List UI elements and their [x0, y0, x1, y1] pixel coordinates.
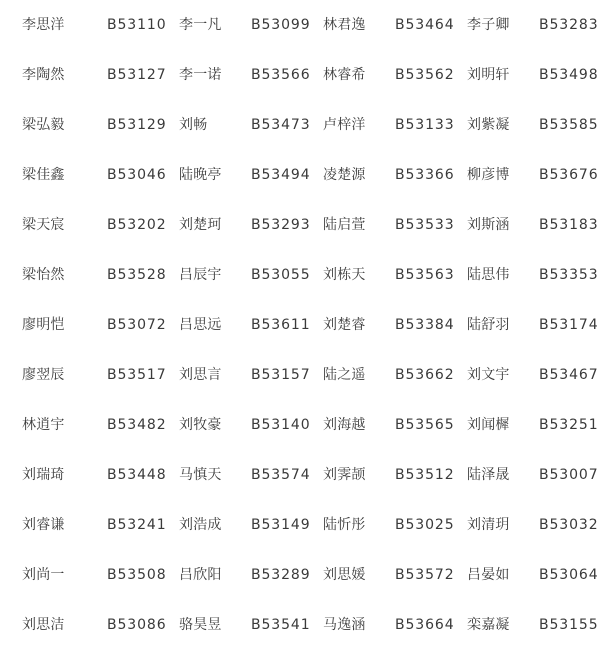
student-id: B53585: [539, 117, 599, 133]
student-id: B53611: [251, 317, 311, 333]
student-id: B53251: [539, 417, 599, 433]
student-id: B53566: [251, 67, 311, 83]
roster-row: [0, 201, 606, 251]
student-name: 凌楚源: [323, 167, 366, 183]
student-name: 李陶然: [22, 67, 65, 83]
student-name: 陆晚亭: [179, 167, 222, 183]
roster-row: [0, 251, 606, 301]
roster-row: [0, 151, 606, 201]
student-id: B53140: [251, 417, 311, 433]
student-name: 廖明恺: [22, 317, 65, 333]
student-id: B53353: [539, 267, 599, 283]
student-name: 陆思伟: [467, 267, 510, 283]
student-name: 李思洋: [22, 17, 65, 33]
student-id: B53072: [107, 317, 167, 333]
student-name: 林睿希: [323, 67, 366, 83]
student-name: 刘霁颉: [323, 467, 366, 483]
student-id: B53482: [107, 417, 167, 433]
student-id: B53157: [251, 367, 311, 383]
student-name: 马慎天: [179, 467, 222, 483]
student-name: 刘楚珂: [179, 217, 222, 233]
student-name: 马逸涵: [323, 617, 366, 633]
student-name: 梁弘毅: [22, 117, 65, 133]
student-id: B53572: [395, 567, 455, 583]
student-name: 刘睿谦: [22, 517, 65, 533]
student-name: 刘思言: [179, 367, 222, 383]
student-id: B53046: [107, 167, 167, 183]
student-name: 刘楚睿: [323, 317, 366, 333]
roster-row: [0, 401, 606, 451]
student-id: B53055: [251, 267, 311, 283]
student-name: 刘思媛: [323, 567, 366, 583]
student-name: 陆之遥: [323, 367, 366, 383]
student-id: B53025: [395, 517, 455, 533]
student-id: B53574: [251, 467, 311, 483]
student-name: 吕思远: [179, 317, 222, 333]
student-name: 陆启萱: [323, 217, 366, 233]
roster-row: [0, 551, 606, 601]
student-name: 刘浩成: [179, 517, 222, 533]
roster-row: [0, 301, 606, 351]
student-id: B53494: [251, 167, 311, 183]
student-name: 刘瑞琦: [22, 467, 65, 483]
student-id: B53541: [251, 617, 311, 633]
student-name: 廖翌辰: [22, 367, 65, 383]
student-name: 刘牧豪: [179, 417, 222, 433]
student-id: B53149: [251, 517, 311, 533]
roster-row: [0, 101, 606, 151]
student-id: B53533: [395, 217, 455, 233]
student-name: 林逍宇: [22, 417, 65, 433]
student-id: B53155: [539, 617, 599, 633]
roster-row: [0, 501, 606, 551]
student-id: B53174: [539, 317, 599, 333]
student-id: B53293: [251, 217, 311, 233]
roster-row: [0, 51, 606, 101]
student-id: B53448: [107, 467, 167, 483]
student-id: B53473: [251, 117, 311, 133]
student-name: 刘文宇: [467, 367, 510, 383]
student-id: B53528: [107, 267, 167, 283]
student-id: B53512: [395, 467, 455, 483]
student-name: 柳彦博: [467, 167, 510, 183]
roster-row: [0, 1, 606, 51]
student-id: B53086: [107, 617, 167, 633]
student-name: 卢梓洋: [323, 117, 366, 133]
student-name: 陆舒羽: [467, 317, 510, 333]
student-id: B53508: [107, 567, 167, 583]
student-id: B53563: [395, 267, 455, 283]
student-name: 刘畅: [179, 117, 208, 133]
student-id: B53366: [395, 167, 455, 183]
student-id: B53384: [395, 317, 455, 333]
student-id: B53110: [107, 17, 167, 33]
student-id: B53202: [107, 217, 167, 233]
student-id: B53241: [107, 517, 167, 533]
student-name: 刘思洁: [22, 617, 65, 633]
student-name: 刘斯涵: [467, 217, 510, 233]
roster-row: [0, 601, 606, 651]
student-id: B53565: [395, 417, 455, 433]
student-id: B53099: [251, 17, 311, 33]
student-name: 陆忻彤: [323, 517, 366, 533]
student-id: B53127: [107, 67, 167, 83]
student-id: B53464: [395, 17, 455, 33]
student-id: B53133: [395, 117, 455, 133]
student-name: 梁佳鑫: [22, 167, 65, 183]
student-name: 刘栋天: [323, 267, 366, 283]
student-id: B53129: [107, 117, 167, 133]
student-name: 刘闻樨: [467, 417, 510, 433]
student-id: B53283: [539, 17, 599, 33]
student-name: 刘尚一: [22, 567, 65, 583]
student-name: 林君逸: [323, 17, 366, 33]
roster-list: [0, 1, 606, 651]
student-name: 刘清玥: [467, 517, 510, 533]
student-id: B53676: [539, 167, 599, 183]
student-name: 刘明轩: [467, 67, 510, 83]
student-id: B53662: [395, 367, 455, 383]
student-name: 骆昊昱: [179, 617, 222, 633]
student-id: B53498: [539, 67, 599, 83]
student-name: 李一诺: [179, 67, 222, 83]
student-name: 李子卿: [467, 17, 510, 33]
student-id: B53562: [395, 67, 455, 83]
student-id: B53183: [539, 217, 599, 233]
student-name: 刘海越: [323, 417, 366, 433]
student-name: 栾嘉凝: [467, 617, 510, 633]
student-name: 梁天宸: [22, 217, 65, 233]
student-id: B53064: [539, 567, 599, 583]
student-name: 吕欣阳: [179, 567, 222, 583]
roster-row: [0, 351, 606, 401]
roster-row: [0, 451, 606, 501]
student-name: 吕晏如: [467, 567, 510, 583]
student-name: 梁怡然: [22, 267, 65, 283]
student-name: 陆泽晟: [467, 467, 510, 483]
student-id: B53664: [395, 617, 455, 633]
student-name: 刘紫凝: [467, 117, 510, 133]
student-id: B53517: [107, 367, 167, 383]
student-id: B53289: [251, 567, 311, 583]
student-id: B53467: [539, 367, 599, 383]
student-id: B53032: [539, 517, 599, 533]
student-name: 李一凡: [179, 17, 222, 33]
student-name: 吕辰宇: [179, 267, 222, 283]
student-id: B53007: [539, 467, 599, 483]
